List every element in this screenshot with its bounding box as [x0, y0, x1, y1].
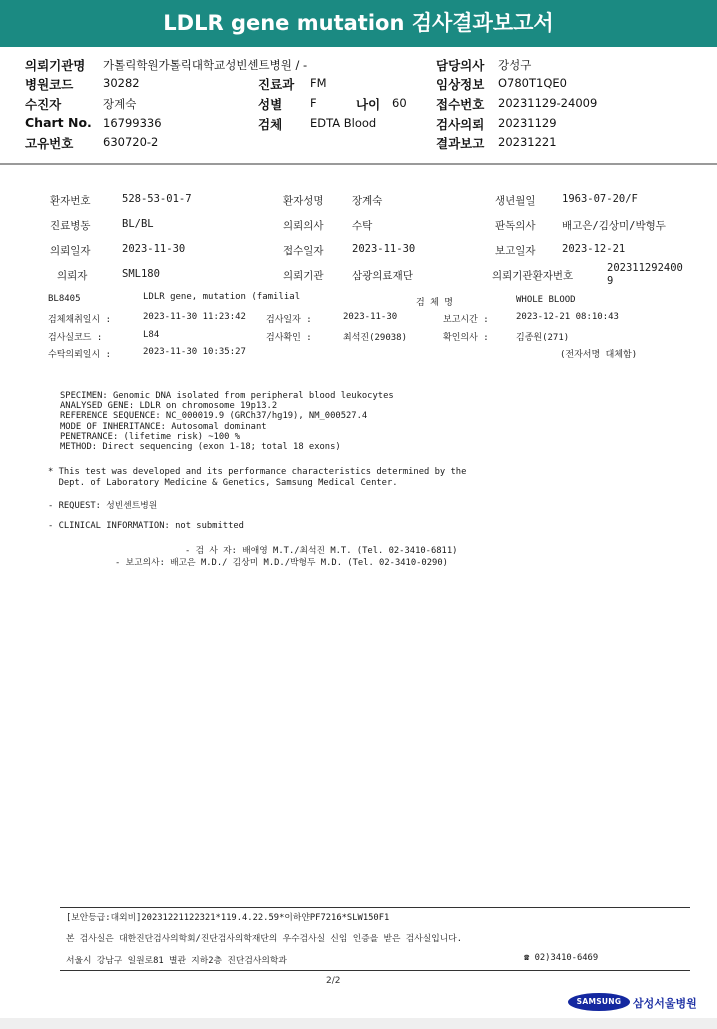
patient-value: BL/BL	[122, 218, 154, 230]
room-label: 검사실코드 :	[48, 333, 103, 343]
phone-text: ☎ 02)3410-6469	[524, 953, 599, 963]
summary-label: 성별	[258, 97, 283, 112]
report-note: * This test was developed and its performance characteristics determined by the	[48, 467, 467, 477]
patient-label: 판독의사	[495, 220, 536, 232]
exam-date-value: 2023-11-30	[343, 312, 398, 322]
patient-label: 의뢰자	[57, 270, 88, 282]
patient-value: 9	[607, 275, 614, 287]
signature-note: (전자서명 대체함)	[560, 350, 638, 360]
summary-value: 630720-2	[103, 135, 159, 149]
specimen-value: WHOLE BLOOD	[516, 295, 576, 305]
patient-value: 202311292400	[607, 262, 683, 274]
patient-value: 528-53-01-7	[122, 193, 192, 205]
hospital-name: 삼성서울병원	[633, 997, 697, 1010]
summary-label: 임상정보	[436, 77, 485, 92]
collect-label: 검체채취일시 :	[48, 315, 112, 325]
received-label: 수탁의뢰일시 :	[48, 350, 112, 360]
report-line: METHOD: Direct sequencing (exon 1-18; total 18 exons)	[60, 442, 341, 452]
report-line: SPECIMEN: Genomic DNA isolated from peripheral blood leukocytes	[60, 391, 394, 401]
summary-value: 강성구	[498, 58, 532, 72]
patient-label: 진료병동	[50, 220, 91, 232]
patient-value: 수탁	[352, 220, 373, 232]
collect-value: 2023-11-30 11:23:42	[143, 312, 246, 322]
report-reporter: - 보고의사: 배고은 M.D./ 김상미 M.D./박형두 M.D. (Tel. 02-3410-0290)	[115, 558, 448, 568]
patient-label: 접수일자	[283, 245, 324, 257]
address-text: 서울시 강남구 일원로81 별관 지하2층 진단검사의학과	[66, 956, 287, 966]
patient-value: 장계숙	[352, 195, 383, 207]
doctor-value: 김종원(271)	[516, 333, 570, 343]
summary-label: Chart No.	[25, 115, 92, 130]
footer-line	[60, 907, 690, 908]
test-code: BL8405	[48, 294, 81, 304]
summary-label: 의뢰기관명	[25, 58, 86, 73]
patient-value: 2023-12-21	[562, 243, 626, 255]
section-divider	[0, 163, 717, 165]
patient-label: 환자번호	[50, 195, 91, 207]
patient-label: 의뢰기관	[283, 270, 324, 282]
report-time-label: 보고시간 :	[443, 315, 489, 325]
cert-text: 본 검사실은 대한진단검사의학회/진단검사의학재단의 우수검사실 신임 인증을 받은 검사실입니다.	[66, 934, 463, 944]
patient-value: 2023-11-30	[122, 243, 186, 255]
test-name: LDLR gene, mutation (familial	[143, 292, 301, 302]
summary-value: 20231221	[498, 135, 557, 149]
report-title: LDLR gene mutation 검사결과보고서	[163, 11, 554, 35]
report-line: MODE OF INHERITANCE: Autosomal dominant	[60, 422, 267, 432]
security-text: [보안등급:대외비]20231221122321*119.4.22.59*이하얀PF7216*SLW150F1	[66, 913, 390, 923]
patient-label: 의뢰의사	[283, 220, 324, 232]
summary-label: 고유번호	[25, 136, 74, 151]
samsung-text: SAMSUNG	[576, 997, 622, 1006]
report-time-value: 2023-12-21 08:10:43	[516, 312, 619, 322]
summary-value: 가톨릭학원가톨릭대학교성빈센트병원 / -	[103, 58, 308, 72]
patient-value: 2023-11-30	[352, 243, 416, 255]
summary-label: 나이	[356, 97, 381, 112]
report-line: REFERENCE SEQUENCE: NC_000019.9 (GRCh37/hg19), NM_000527.4	[60, 411, 368, 421]
page-bottom-strip	[0, 1018, 717, 1029]
summary-value: EDTA Blood	[310, 116, 377, 130]
summary-value: O780T1QE0	[498, 76, 567, 90]
summary-label: 결과보고	[436, 136, 485, 151]
confirm-label: 검사확인 :	[266, 333, 312, 343]
summary-value: 장계숙	[103, 97, 137, 111]
summary-value: FM	[310, 76, 327, 90]
patient-value: SML180	[122, 268, 160, 280]
doctor-label: 확인의사 :	[443, 333, 489, 343]
patient-value: 1963-07-20/F	[562, 193, 638, 205]
summary-value: 30282	[103, 76, 140, 90]
summary-label: 검체	[258, 117, 283, 132]
summary-value: 20231129-24009	[498, 96, 598, 110]
received-value: 2023-11-30 10:35:27	[143, 347, 246, 357]
room-value: L84	[143, 330, 160, 340]
report-examiner: - 검 사 자: 배애영 M.T./최석진 M.T. (Tel. 02-3410-6811)	[185, 546, 458, 556]
patient-label: 보고일자	[495, 245, 536, 257]
report-note: Dept. of Laboratory Medicine & Genetics, Samsung Medical Center.	[48, 478, 398, 488]
specimen-label: 검 체 명	[416, 298, 453, 308]
summary-label: 담당의사	[436, 58, 485, 73]
footer-line	[60, 970, 690, 971]
page-number: 2/2	[326, 976, 341, 986]
patient-label: 의뢰기관환자번호	[492, 270, 574, 282]
summary-value: 20231129	[498, 116, 557, 130]
summary-label: 검사의뢰	[436, 117, 485, 132]
patient-label: 환자성명	[283, 195, 324, 207]
patient-value: 삼광의료재단	[352, 270, 413, 282]
report-clinical: - CLINICAL INFORMATION: not submitted	[48, 521, 244, 531]
report-line: PENETRANCE: (lifetime risk) ~100 %	[60, 432, 241, 442]
exam-date-label: 검사일자 :	[266, 315, 312, 325]
patient-value: 배고은/김상미/박형두	[562, 220, 666, 232]
summary-label: 수진자	[25, 97, 62, 112]
patient-label: 의뢰일자	[50, 245, 91, 257]
summary-label: 접수번호	[436, 97, 485, 112]
patient-label: 생년월일	[495, 195, 536, 207]
report-line: ANALYSED GENE: LDLR on chromosome 19p13.2	[60, 401, 278, 411]
summary-label: 진료과	[258, 77, 295, 92]
summary-value: 16799336	[103, 116, 162, 130]
summary-value: 60	[392, 96, 407, 110]
confirm-value: 최석진(29038)	[343, 333, 408, 343]
summary-label: 병원코드	[25, 77, 74, 92]
report-request: - REQUEST: 성빈센트병원	[48, 501, 158, 511]
summary-value: F	[310, 96, 317, 110]
